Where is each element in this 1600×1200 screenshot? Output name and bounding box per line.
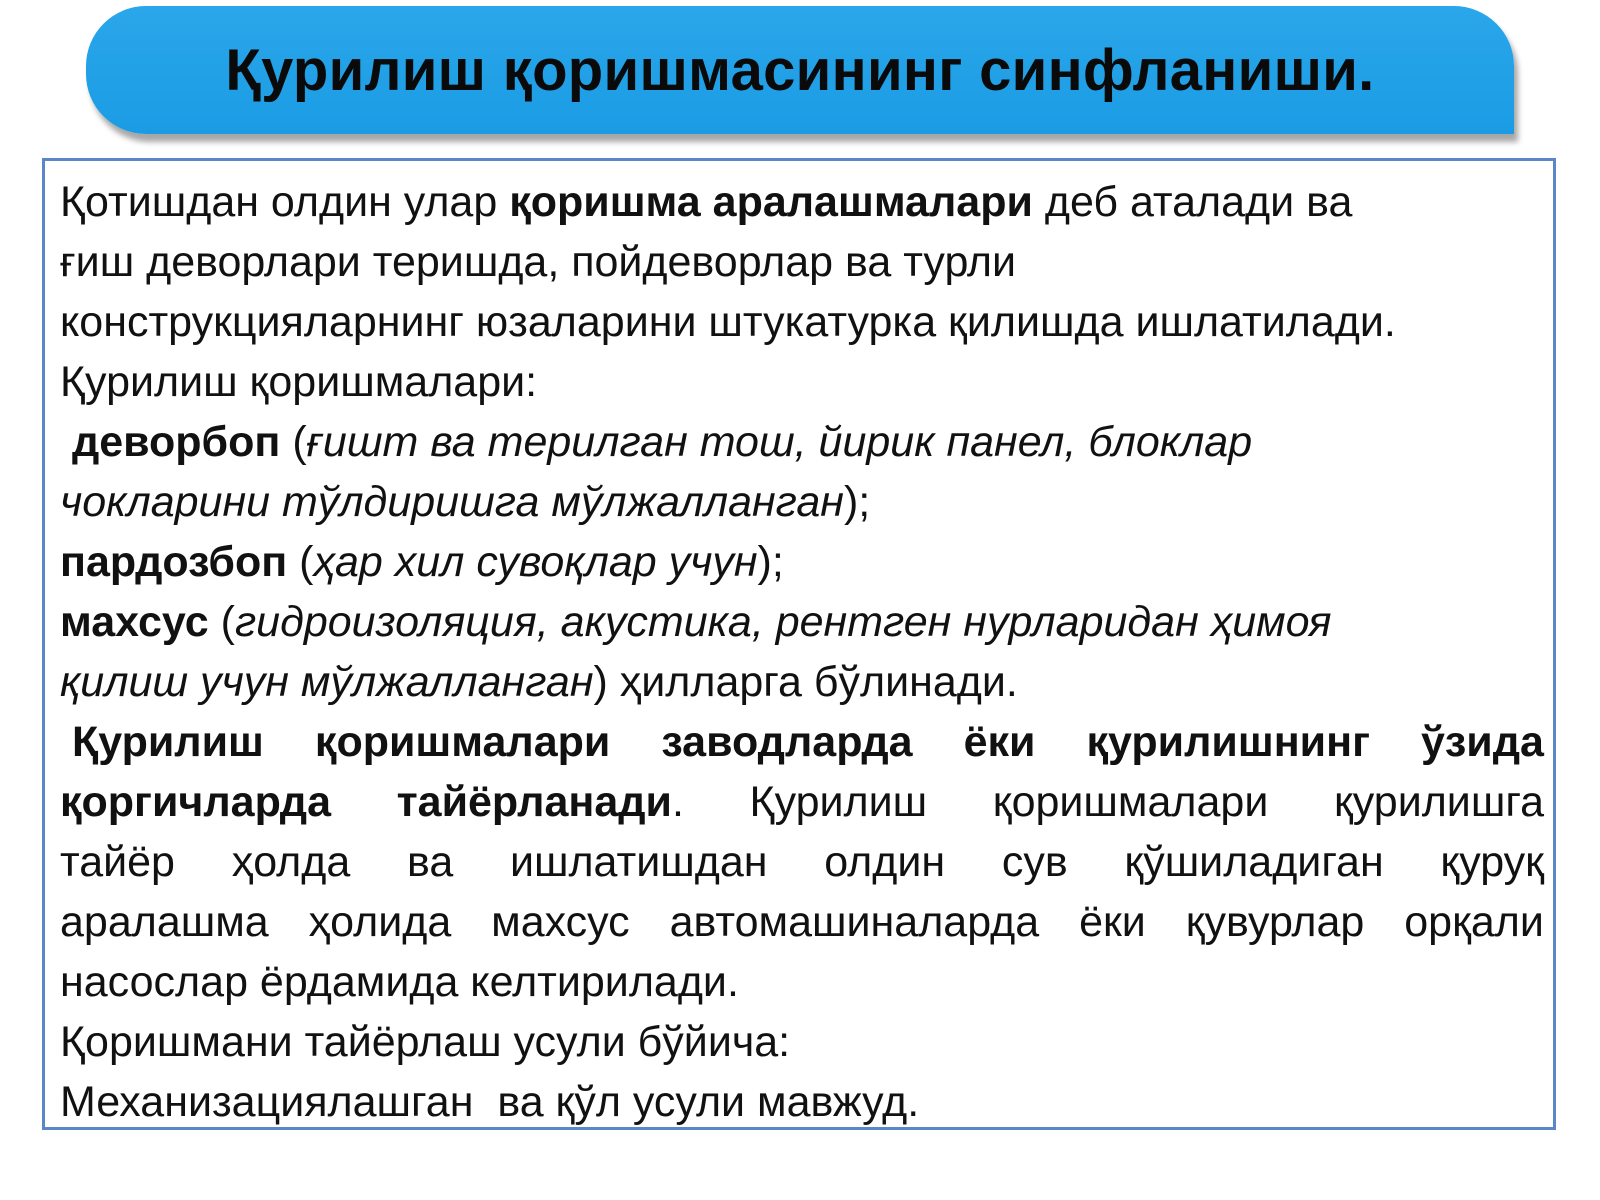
word: қуруқ <box>1440 838 1544 886</box>
paren-close: ); <box>843 478 871 526</box>
period: . <box>671 778 684 826</box>
paragraph2-line4 <box>60 892 1544 952</box>
paragraph1-line3: конструкцияларнинг юзаларини штукатурка қилишда ишлатилади. <box>60 298 1396 346</box>
method-text: Механизациялашган ва қўл усули мавжуд. <box>60 1078 920 1126</box>
paren-close-text: ) ҳилларга бўлинади. <box>593 658 1018 706</box>
word: олдин <box>824 838 946 886</box>
word: заводларда <box>661 718 913 766</box>
slide-title: Қурилиш қоришмасининг синфланиши. <box>225 37 1375 103</box>
paren-close: ); <box>757 538 784 586</box>
paragraph2-line3 <box>60 832 1544 892</box>
word: ҳолда <box>231 838 351 886</box>
word: ҳолида <box>308 898 452 946</box>
word: қурилишнинг <box>1086 718 1370 766</box>
text-segment: Қотишдан олдин улар <box>60 178 510 226</box>
paren-open: ( <box>287 538 314 586</box>
type1-desc: ғишт ва терилган тош, йирик панел, блоклар <box>306 418 1253 466</box>
word: орқали <box>1404 898 1544 946</box>
text-segment: деб аталади ва <box>1032 178 1353 226</box>
word: ёки <box>963 718 1036 766</box>
type2-name: пардозбоп <box>60 538 288 586</box>
word: қоришмалари <box>992 778 1269 826</box>
paragraph1-line2: ғиш деворлари теришда, пойдеворлар ва турли <box>60 238 1016 286</box>
type1-line1 <box>60 412 1544 472</box>
word: ва <box>406 838 454 886</box>
word: қурилишга <box>1333 778 1544 826</box>
paragraph2-line1 <box>60 712 1544 772</box>
word: тайёрланади <box>396 778 672 826</box>
word: аралашма <box>60 898 269 946</box>
word: қоришмалари <box>314 718 611 766</box>
word: қўшиладиган <box>1124 838 1384 886</box>
type1-desc-cont: чокларини тўлдиришга мўлжалланган <box>60 478 844 526</box>
word: махсус <box>491 898 630 946</box>
type3-name: махсус <box>60 598 209 646</box>
type1-line2 <box>60 472 1544 532</box>
word: Қурилиш <box>72 718 264 766</box>
word: ўзида <box>1421 718 1544 766</box>
word: қувурлар <box>1185 898 1365 946</box>
type2-desc: ҳар хил сувоқлар учун <box>313 538 758 586</box>
word: қоргичларда <box>60 778 331 826</box>
type3-desc-cont: қилиш учун мўлжалланган <box>60 658 594 706</box>
paren-open: ( <box>280 418 307 466</box>
type3-line1 <box>60 592 1544 652</box>
word: тайёр <box>60 838 175 886</box>
title-banner <box>86 6 1514 134</box>
paragraph2-line2 <box>60 772 1544 832</box>
paragraph2-line5: насослар ёрдамида келтирилади. <box>60 958 739 1006</box>
type3-line2 <box>60 652 1544 712</box>
slide-body <box>60 172 1544 1132</box>
paren-open: ( <box>208 598 235 646</box>
word: сув <box>1001 838 1068 886</box>
word: Қурилиш <box>749 778 928 826</box>
type3-desc: гидроизоляция, акустика, рентген нурларидан ҳимоя <box>234 598 1332 646</box>
word: ёки <box>1079 898 1146 946</box>
word-group <box>397 772 684 832</box>
type1-name: деворбоп <box>71 418 281 466</box>
word: ишлатишдан <box>509 838 768 886</box>
types-heading: Қурилиш қоришмалари: <box>60 358 538 406</box>
method-heading: Қоришмани тайёрлаш усули бўйича: <box>60 1018 791 1066</box>
type2-line <box>60 532 1544 592</box>
paragraph1-line1 <box>60 172 1544 232</box>
bold-term-mortar-mixes: қоришма аралашмалари <box>509 178 1033 226</box>
word: автомашиналарда <box>669 898 1040 946</box>
